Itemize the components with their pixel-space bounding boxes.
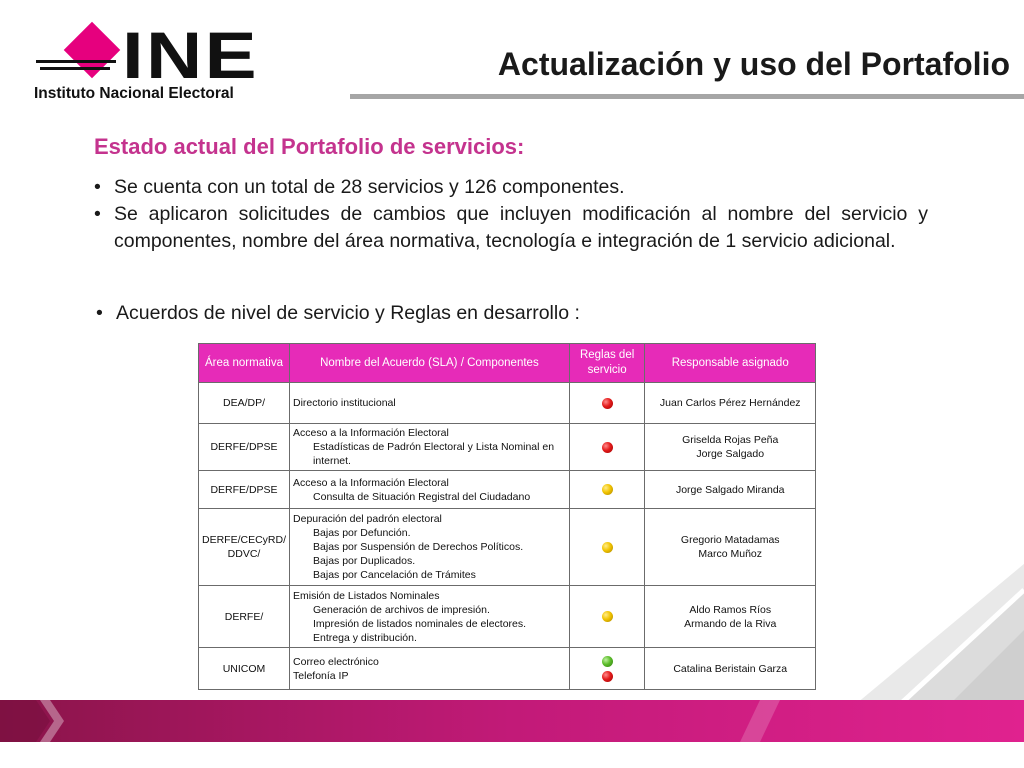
component-sub: Bajas por Duplicados. bbox=[313, 555, 416, 567]
responsable-name: Catalina Beristain Garza bbox=[673, 662, 788, 675]
table-row bbox=[199, 509, 816, 586]
responsable-name: Aldo Ramos Ríos bbox=[689, 603, 772, 616]
component-main: Telefonía IP bbox=[293, 669, 349, 682]
component-main: Emisión de Listados Nominales bbox=[293, 589, 440, 602]
bullet-list bbox=[94, 174, 928, 255]
cell-name bbox=[290, 424, 570, 471]
status-red-icon bbox=[602, 671, 613, 682]
cell-area: DERFE/CECyRD/ DDVC/ bbox=[199, 509, 290, 586]
slide-title: Actualización y uso del Portafolio bbox=[497, 46, 1010, 82]
cell-area: DERFE/DPSE bbox=[199, 471, 290, 509]
cell-area: UNICOM bbox=[199, 648, 290, 690]
cell-area: DERFE/DPSE bbox=[199, 424, 290, 471]
table-header-row bbox=[199, 344, 816, 383]
component-main: Depuración del padrón electoral bbox=[293, 513, 442, 525]
component-sub: Consulta de Situación Registral del Ciudadano bbox=[313, 490, 531, 503]
component-main: Acceso a la Información Electoral bbox=[293, 476, 449, 489]
header-responsable: Responsable asignado bbox=[645, 344, 816, 383]
footer-band bbox=[0, 700, 1024, 742]
cell-name bbox=[290, 383, 570, 424]
cell-responsable bbox=[645, 383, 816, 424]
sla-table bbox=[198, 343, 816, 690]
table-row bbox=[199, 383, 816, 424]
status-yellow-icon bbox=[602, 484, 613, 495]
cell-reglas bbox=[569, 471, 645, 509]
decorative-shapes bbox=[784, 560, 1024, 710]
cell-reglas bbox=[569, 586, 645, 648]
table-row bbox=[199, 648, 816, 690]
cell-name bbox=[290, 509, 570, 586]
table-row bbox=[199, 424, 816, 471]
component-sub: Estadísticas de Padrón Electoral y Lista Nominal en internet. bbox=[313, 441, 555, 467]
cell-area: DERFE/ bbox=[199, 586, 290, 648]
status-yellow-icon bbox=[602, 542, 613, 553]
component-main: Acceso a la Información Electoral bbox=[293, 427, 449, 439]
component-main: Correo electrónico bbox=[293, 655, 379, 668]
table-row bbox=[199, 471, 816, 509]
cell-responsable bbox=[645, 424, 816, 471]
cell-area: DEA/DP/ bbox=[199, 383, 290, 424]
logo-stripe bbox=[40, 67, 110, 70]
component-sub: Generación de archivos de impresión. bbox=[313, 603, 490, 616]
component-sub: Entrega y distribución. bbox=[313, 631, 417, 644]
responsable-name: Armando de la Riva bbox=[684, 617, 777, 630]
logo-wordmark: INE bbox=[122, 18, 259, 92]
component-main: Directorio institucional bbox=[293, 397, 396, 409]
responsable-name: Jorge Salgado bbox=[696, 448, 765, 460]
header-area: Área normativa bbox=[199, 344, 290, 383]
status-yellow-icon bbox=[602, 611, 613, 622]
cell-reglas bbox=[569, 509, 645, 586]
logo-stripe bbox=[36, 60, 116, 63]
table-row bbox=[199, 586, 816, 648]
cell-name bbox=[290, 471, 570, 509]
cell-responsable bbox=[645, 471, 816, 509]
cell-name bbox=[290, 586, 570, 648]
ine-logo bbox=[30, 18, 290, 107]
component-sub: Bajas por Defunción. bbox=[313, 527, 411, 539]
component-sub: Bajas por Suspensión de Derechos Políticos. bbox=[313, 541, 524, 553]
cell-name bbox=[290, 648, 570, 690]
cell-reglas bbox=[569, 383, 645, 424]
bullet-item: • Se cuenta con un total de 28 servicios y 126 componentes. bbox=[94, 174, 928, 201]
status-green-icon bbox=[602, 656, 613, 667]
logo-subtitle: Instituto Nacional Electoral bbox=[34, 85, 234, 102]
responsable-name: Jorge Salgado Miranda bbox=[675, 483, 785, 496]
responsable-name: Griselda Rojas Peña bbox=[682, 434, 779, 446]
bullet-item: • Se aplicaron solicitudes de cambios que incluyen modificación al nombre del servicio y componentes, nombre del área normativa, tecnología e integración de 1 servicio adicional. bbox=[94, 201, 928, 255]
status-red-icon bbox=[602, 442, 613, 453]
sla-bullet: • Acuerdos de nivel de servicio y Reglas en desarrollo : bbox=[96, 302, 580, 325]
responsable-name: Juan Carlos Pérez Hernández bbox=[659, 397, 801, 409]
responsable-name: Gregorio Matadamas bbox=[680, 534, 780, 546]
header-name: Nombre del Acuerdo (SLA) / Componentes bbox=[290, 344, 570, 383]
cell-reglas bbox=[569, 424, 645, 471]
responsable-name: Marco Muñoz bbox=[698, 548, 763, 560]
status-red-icon bbox=[602, 398, 613, 409]
title-divider bbox=[350, 94, 1024, 99]
component-sub: Impresión de listados nominales de electores. bbox=[313, 617, 527, 630]
header-reglas: Reglas del servicio bbox=[569, 344, 645, 383]
section-heading: Estado actual del Portafolio de servicios: bbox=[94, 134, 525, 159]
cell-reglas bbox=[569, 648, 645, 690]
component-sub: Bajas por Cancelación de Trámites bbox=[313, 569, 476, 581]
